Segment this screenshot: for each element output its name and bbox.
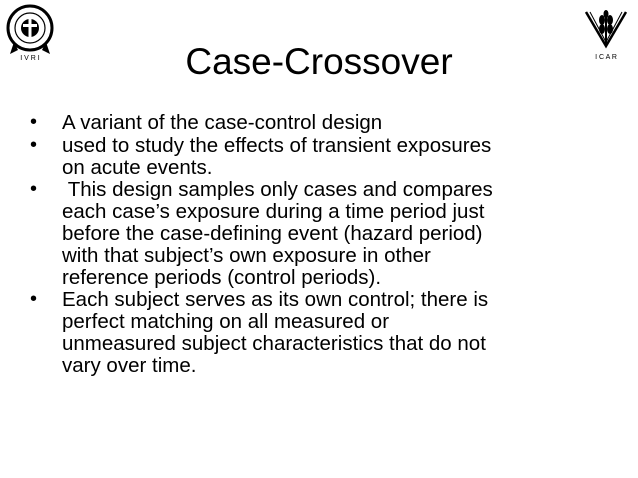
- icar-logo-text: I C A R: [595, 54, 617, 61]
- bullet-dot: •: [30, 288, 38, 311]
- bullet-item: [30, 289, 626, 376]
- slide-title: Case-Crossover: [185, 41, 453, 82]
- bullet-text: This design samples only cases and compares each case’s exposure during a time period just before the case-defining event (hazard period) with that subject’s own exposure in other reference periods (control periods).: [62, 178, 493, 289]
- bullet-list: [30, 112, 626, 378]
- icar-logo: [578, 6, 634, 64]
- bullet-dot: •: [30, 178, 38, 201]
- bullet-item: [30, 112, 626, 134]
- ivri-logo-text: I V R I: [20, 55, 40, 62]
- bullet-dot: •: [30, 111, 38, 133]
- bullet-text: Each subject serves as its own control; there is perfect matching on all measured or unmeasured subject characteristics that do not vary over time.: [62, 288, 489, 377]
- bullet-text: used to study the effects of transient exposures on acute events.: [62, 133, 492, 179]
- icar-wheat-emblem-icon: [578, 6, 634, 64]
- bullet-text: A variant of the case-control design: [62, 111, 383, 134]
- bullet-item: [30, 179, 626, 288]
- bullet-dot: •: [30, 133, 38, 156]
- bullet-item: [30, 135, 626, 179]
